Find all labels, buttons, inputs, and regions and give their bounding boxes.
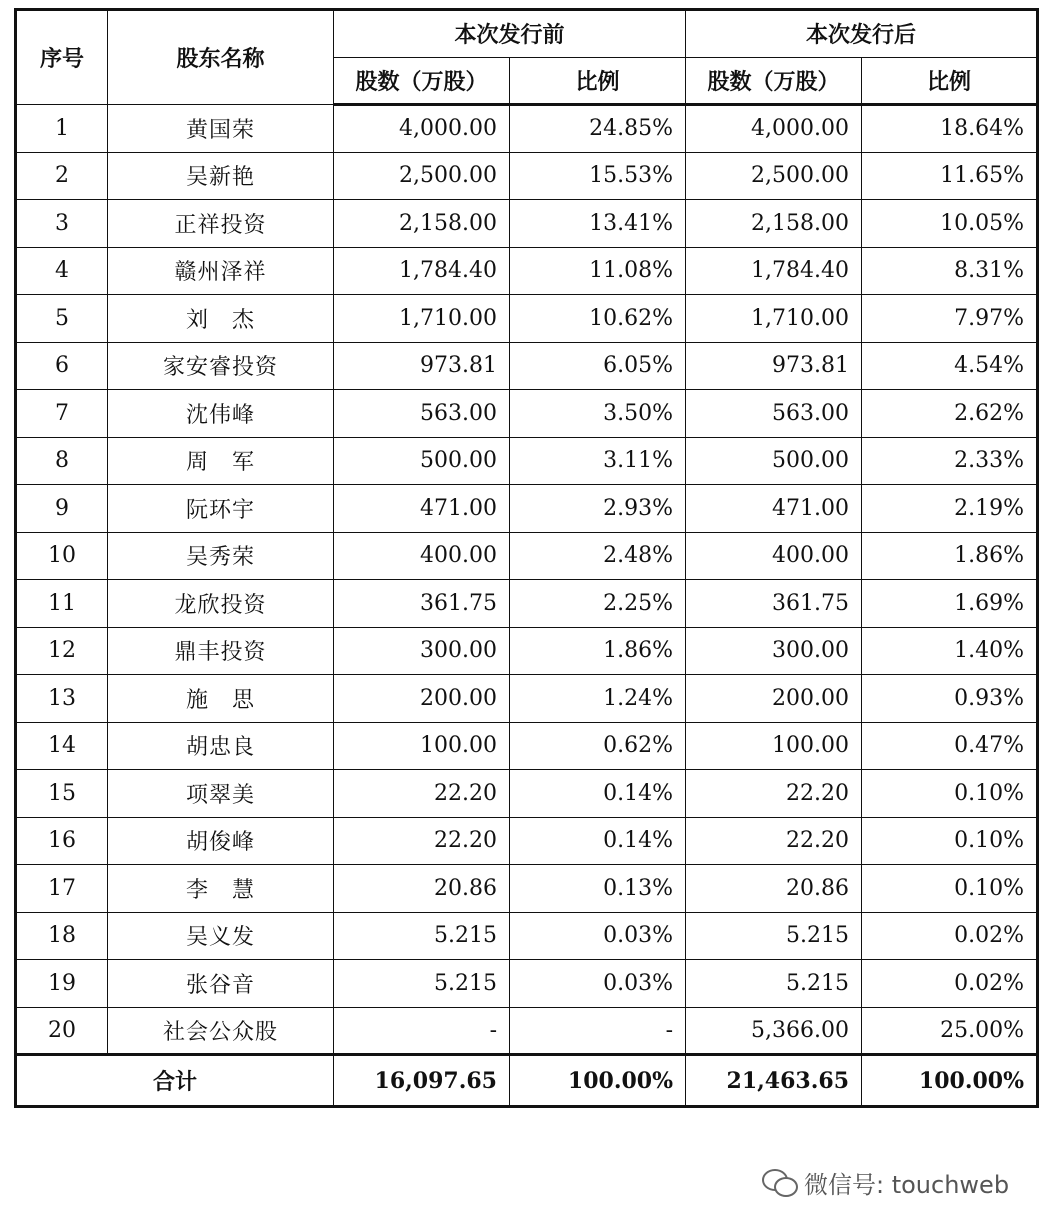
table-body bbox=[16, 105, 1038, 1107]
cell-after-shares: 400.00 bbox=[686, 532, 862, 580]
cell-name: 沈伟峰 bbox=[108, 390, 334, 438]
total-label: 合计 bbox=[16, 1055, 334, 1107]
cell-after-ratio: 2.33% bbox=[862, 437, 1038, 485]
cell-after-ratio: 2.62% bbox=[862, 390, 1038, 438]
cell-after-ratio: 10.05% bbox=[862, 200, 1038, 248]
cell-before-ratio: 1.86% bbox=[510, 627, 686, 675]
cell-after-ratio: 4.54% bbox=[862, 342, 1038, 390]
cell-before-shares: 4,000.00 bbox=[334, 105, 510, 153]
cell-name: 吴义发 bbox=[108, 912, 334, 960]
cell-before-shares: 361.75 bbox=[334, 580, 510, 628]
cell-seq: 18 bbox=[16, 912, 108, 960]
cell-after-shares: 500.00 bbox=[686, 437, 862, 485]
cell-before-shares: 100.00 bbox=[334, 722, 510, 770]
table-row bbox=[16, 722, 1038, 770]
watermark bbox=[762, 1162, 1009, 1202]
cell-name: 胡忠良 bbox=[108, 722, 334, 770]
table-row bbox=[16, 865, 1038, 913]
cell-before-ratio: 3.11% bbox=[510, 437, 686, 485]
header-before-shares: 股数（万股） bbox=[334, 57, 510, 105]
cell-before-ratio: 11.08% bbox=[510, 247, 686, 295]
cell-after-ratio: 0.10% bbox=[862, 770, 1038, 818]
cell-before-ratio: 0.14% bbox=[510, 770, 686, 818]
cell-name: 社会公众股 bbox=[108, 1007, 334, 1055]
cell-after-ratio: 1.69% bbox=[862, 580, 1038, 628]
cell-after-shares: 300.00 bbox=[686, 627, 862, 675]
cell-after-shares: 1,710.00 bbox=[686, 295, 862, 343]
cell-before-ratio: 13.41% bbox=[510, 200, 686, 248]
table-row bbox=[16, 247, 1038, 295]
cell-after-ratio: 25.00% bbox=[862, 1007, 1038, 1055]
cell-name: 吴秀荣 bbox=[108, 532, 334, 580]
cell-before-shares: 22.20 bbox=[334, 817, 510, 865]
table-row bbox=[16, 437, 1038, 485]
cell-before-ratio: 0.03% bbox=[510, 912, 686, 960]
cell-after-shares: 5.215 bbox=[686, 960, 862, 1008]
cell-name: 刘 杰 bbox=[108, 295, 334, 343]
cell-after-shares: 4,000.00 bbox=[686, 105, 862, 153]
cell-after-ratio: 0.02% bbox=[862, 960, 1038, 1008]
cell-after-ratio: 0.10% bbox=[862, 865, 1038, 913]
cell-name: 黄国荣 bbox=[108, 105, 334, 153]
header-after-shares: 股数（万股） bbox=[686, 57, 862, 105]
cell-before-shares: 1,710.00 bbox=[334, 295, 510, 343]
cell-before-shares: 300.00 bbox=[334, 627, 510, 675]
cell-name: 赣州泽祥 bbox=[108, 247, 334, 295]
cell-after-shares: 563.00 bbox=[686, 390, 862, 438]
cell-after-ratio: 7.97% bbox=[862, 295, 1038, 343]
cell-after-shares: 200.00 bbox=[686, 675, 862, 723]
cell-seq: 19 bbox=[16, 960, 108, 1008]
header-name: 股东名称 bbox=[108, 10, 334, 105]
cell-after-ratio: 0.02% bbox=[862, 912, 1038, 960]
cell-after-shares: 2,500.00 bbox=[686, 152, 862, 200]
total-row bbox=[16, 1055, 1038, 1107]
cell-after-ratio: 0.47% bbox=[862, 722, 1038, 770]
cell-after-shares: 22.20 bbox=[686, 817, 862, 865]
header-after-ratio: 比例 bbox=[862, 57, 1038, 105]
cell-before-ratio: 0.62% bbox=[510, 722, 686, 770]
table-row bbox=[16, 1007, 1038, 1055]
total-before-ratio: 100.00% bbox=[510, 1055, 686, 1107]
cell-after-shares: 471.00 bbox=[686, 485, 862, 533]
cell-seq: 5 bbox=[16, 295, 108, 343]
cell-before-ratio: 10.62% bbox=[510, 295, 686, 343]
cell-before-shares: - bbox=[334, 1007, 510, 1055]
cell-after-shares: 1,784.40 bbox=[686, 247, 862, 295]
cell-name: 阮环宇 bbox=[108, 485, 334, 533]
cell-before-ratio: 3.50% bbox=[510, 390, 686, 438]
cell-before-shares: 22.20 bbox=[334, 770, 510, 818]
table-row bbox=[16, 627, 1038, 675]
cell-before-shares: 973.81 bbox=[334, 342, 510, 390]
cell-after-ratio: 1.40% bbox=[862, 627, 1038, 675]
cell-before-shares: 200.00 bbox=[334, 675, 510, 723]
watermark-text: 微信号: touchweb bbox=[804, 1170, 1010, 1199]
table-row bbox=[16, 770, 1038, 818]
cell-seq: 10 bbox=[16, 532, 108, 580]
cell-before-shares: 5.215 bbox=[334, 960, 510, 1008]
cell-after-shares: 2,158.00 bbox=[686, 200, 862, 248]
table-row bbox=[16, 485, 1038, 533]
cell-name: 正祥投资 bbox=[108, 200, 334, 248]
table-row bbox=[16, 390, 1038, 438]
cell-after-shares: 5,366.00 bbox=[686, 1007, 862, 1055]
total-after-ratio: 100.00% bbox=[862, 1055, 1038, 1107]
cell-after-ratio: 18.64% bbox=[862, 105, 1038, 153]
cell-seq: 15 bbox=[16, 770, 108, 818]
header-before-ratio: 比例 bbox=[510, 57, 686, 105]
cell-before-shares: 5.215 bbox=[334, 912, 510, 960]
cell-name: 鼎丰投资 bbox=[108, 627, 334, 675]
cell-name: 龙欣投资 bbox=[108, 580, 334, 628]
cell-name: 施 思 bbox=[108, 675, 334, 723]
cell-before-ratio: 2.93% bbox=[510, 485, 686, 533]
cell-seq: 6 bbox=[16, 342, 108, 390]
cell-after-ratio: 2.19% bbox=[862, 485, 1038, 533]
cell-before-ratio: 0.03% bbox=[510, 960, 686, 1008]
total-after-shares: 21,463.65 bbox=[686, 1055, 862, 1107]
total-before-shares: 16,097.65 bbox=[334, 1055, 510, 1107]
cell-seq: 2 bbox=[16, 152, 108, 200]
cell-before-ratio: - bbox=[510, 1007, 686, 1055]
table-row bbox=[16, 960, 1038, 1008]
cell-before-shares: 2,158.00 bbox=[334, 200, 510, 248]
cell-before-shares: 2,500.00 bbox=[334, 152, 510, 200]
cell-before-ratio: 2.25% bbox=[510, 580, 686, 628]
table-row bbox=[16, 105, 1038, 153]
cell-after-shares: 22.20 bbox=[686, 770, 862, 818]
cell-before-ratio: 0.13% bbox=[510, 865, 686, 913]
table-row bbox=[16, 912, 1038, 960]
cell-name: 项翠美 bbox=[108, 770, 334, 818]
cell-seq: 3 bbox=[16, 200, 108, 248]
wechat-icon bbox=[762, 1167, 798, 1197]
cell-before-shares: 400.00 bbox=[334, 532, 510, 580]
cell-after-ratio: 11.65% bbox=[862, 152, 1038, 200]
cell-seq: 7 bbox=[16, 390, 108, 438]
cell-after-shares: 361.75 bbox=[686, 580, 862, 628]
cell-name: 家安睿投资 bbox=[108, 342, 334, 390]
cell-after-ratio: 8.31% bbox=[862, 247, 1038, 295]
table-row bbox=[16, 200, 1038, 248]
cell-name: 周 军 bbox=[108, 437, 334, 485]
cell-seq: 16 bbox=[16, 817, 108, 865]
cell-seq: 9 bbox=[16, 485, 108, 533]
cell-seq: 17 bbox=[16, 865, 108, 913]
cell-seq: 13 bbox=[16, 675, 108, 723]
shareholding-table bbox=[14, 8, 1039, 1108]
header-after: 本次发行后 bbox=[686, 10, 1038, 58]
cell-name: 吴新艳 bbox=[108, 152, 334, 200]
cell-seq: 14 bbox=[16, 722, 108, 770]
table-row bbox=[16, 580, 1038, 628]
shareholding-table-container bbox=[14, 8, 1036, 1108]
cell-after-shares: 100.00 bbox=[686, 722, 862, 770]
cell-name: 张谷音 bbox=[108, 960, 334, 1008]
cell-seq: 12 bbox=[16, 627, 108, 675]
cell-after-ratio: 0.10% bbox=[862, 817, 1038, 865]
cell-before-ratio: 6.05% bbox=[510, 342, 686, 390]
cell-before-ratio: 0.14% bbox=[510, 817, 686, 865]
cell-name: 李 慧 bbox=[108, 865, 334, 913]
cell-before-ratio: 24.85% bbox=[510, 105, 686, 153]
cell-seq: 8 bbox=[16, 437, 108, 485]
cell-after-shares: 973.81 bbox=[686, 342, 862, 390]
cell-after-ratio: 0.93% bbox=[862, 675, 1038, 723]
cell-before-shares: 1,784.40 bbox=[334, 247, 510, 295]
cell-before-shares: 563.00 bbox=[334, 390, 510, 438]
cell-after-ratio: 1.86% bbox=[862, 532, 1038, 580]
cell-name: 胡俊峰 bbox=[108, 817, 334, 865]
cell-before-ratio: 15.53% bbox=[510, 152, 686, 200]
cell-before-ratio: 2.48% bbox=[510, 532, 686, 580]
table-row bbox=[16, 152, 1038, 200]
cell-before-ratio: 1.24% bbox=[510, 675, 686, 723]
table-row bbox=[16, 817, 1038, 865]
cell-before-shares: 20.86 bbox=[334, 865, 510, 913]
cell-after-shares: 20.86 bbox=[686, 865, 862, 913]
header-before: 本次发行前 bbox=[334, 10, 686, 58]
cell-after-shares: 5.215 bbox=[686, 912, 862, 960]
cell-seq: 20 bbox=[16, 1007, 108, 1055]
header-seq: 序号 bbox=[16, 10, 108, 105]
cell-before-shares: 471.00 bbox=[334, 485, 510, 533]
cell-seq: 4 bbox=[16, 247, 108, 295]
table-row bbox=[16, 342, 1038, 390]
cell-seq: 1 bbox=[16, 105, 108, 153]
cell-before-shares: 500.00 bbox=[334, 437, 510, 485]
cell-seq: 11 bbox=[16, 580, 108, 628]
table-row bbox=[16, 295, 1038, 343]
table-row bbox=[16, 532, 1038, 580]
table-row bbox=[16, 675, 1038, 723]
